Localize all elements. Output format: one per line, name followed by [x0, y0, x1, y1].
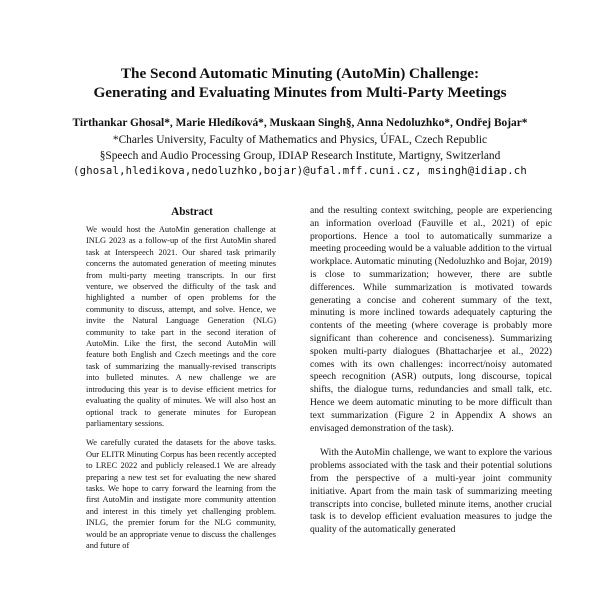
- abstract-paragraph-1: We would host the AutoMin generation challenge at INLG 2023 as a follow-up of the first AutoMin shared task at Interspeech 2021. Our shared task primarily concerns the automated generation of meeting minutes from multi-party meeting transcripts. In our first venture, we observed the difficulty of the task and highlighted a number of open problems for the community to discuss, attempt, and solve. Hence, we invite the Natural Language Generation (NLG) community to take part in the second iteration of AutoMin. Like the first, the second AutoMin will feature both English and Czech meetings and the core task of summarizing the manually-revised transcripts into bulleted minutes. A new challenge we are introducing this year is to devise efficient metrics for evaluating the quality of minutes. We will also host an optional track to generate minutes for European parliamentary sessions.: [86, 225, 276, 428]
- paper-title: [40, 64, 560, 102]
- title-line-2: Generating and Evaluating Minutes from Multi-Party Meetings: [93, 84, 507, 101]
- abstract-column: [86, 224, 276, 551]
- title-line-1: The Second Automatic Minuting (AutoMin) Challenge:: [120, 65, 480, 82]
- abstract-heading: Abstract: [171, 206, 213, 218]
- author-emails: (ghosal,hledikova,nedoluzhko,bojar)@ufal.mff.cuni.cz, msingh@idiap.ch: [73, 165, 527, 177]
- body-paragraph-2: With the AutoMin challenge, we want to explore the various problems associated with the task and their potential solutions from the perspective of a multi-year joint community initiative. Apart from the main task of summarizing meeting transcripts into concise, bulleted minute items, another crucial task is to develop efficient evaluation measures to judge the quality of the automatically generated: [310, 447, 552, 536]
- affiliation-idiap: §Speech and Audio Processing Group, IDIAP Research Institute, Martigny, Switzerland: [99, 150, 501, 162]
- body-column-right: [310, 205, 552, 537]
- affiliation-charles-university: *Charles University, Faculty of Mathematics and Physics, ÚFAL, Czech Republic: [112, 134, 488, 146]
- abstract-paragraph-2: We carefully curated the datasets for the above tasks. Our ELITR Minuting Corpus has been recently accepted to LREC 2022 and publicly released.1 We are already preparing a new test set for evaluating the new shared tasks. We hope to carry forward the learning from the first AutoMin and instigate more community attention and interest in this timely yet challenging problem. INLG, the premier forum for the NLG community, would be an appropriate venue to discuss the challenges and future of: [86, 438, 277, 550]
- body-paragraph-1: and the resulting context switching, people are experiencing an information overload (Fauville et al., 2021) of epic proportions. Hence a tool to automatically summarize a meeting proceeding would be a valuable addition to the virtual workplace. Automatic minuting (Nedoluzhko and Bojar, 2019) is close to summarization; however, there are subtle differences. While summarization is motivated towards generating a concise and coherent summary of the text, minuting is more inclined towards adequately capturing the contents of the meeting (where coverage is probably more significant than coherence and conciseness). Summarizing spoken multi-party dialogues (Bhattacharjee et al., 2022) comes with its own challenges: incorrect/noisy automated speech recognition (ASR) outputs, long discourse, topical shifts, the dialogue turns, redundancies and small talk, etc. Hence we deem automatic minuting to be more difficult than text summarization (Figure 2 in Appendix A shows an envisaged demonstration of the task).: [310, 205, 552, 434]
- author-list: Tirthankar Ghosal*, Marie Hledíková*, Muskaan Singh§, Anna Nedoluzhko*, Ondřej Bojar*: [72, 117, 528, 129]
